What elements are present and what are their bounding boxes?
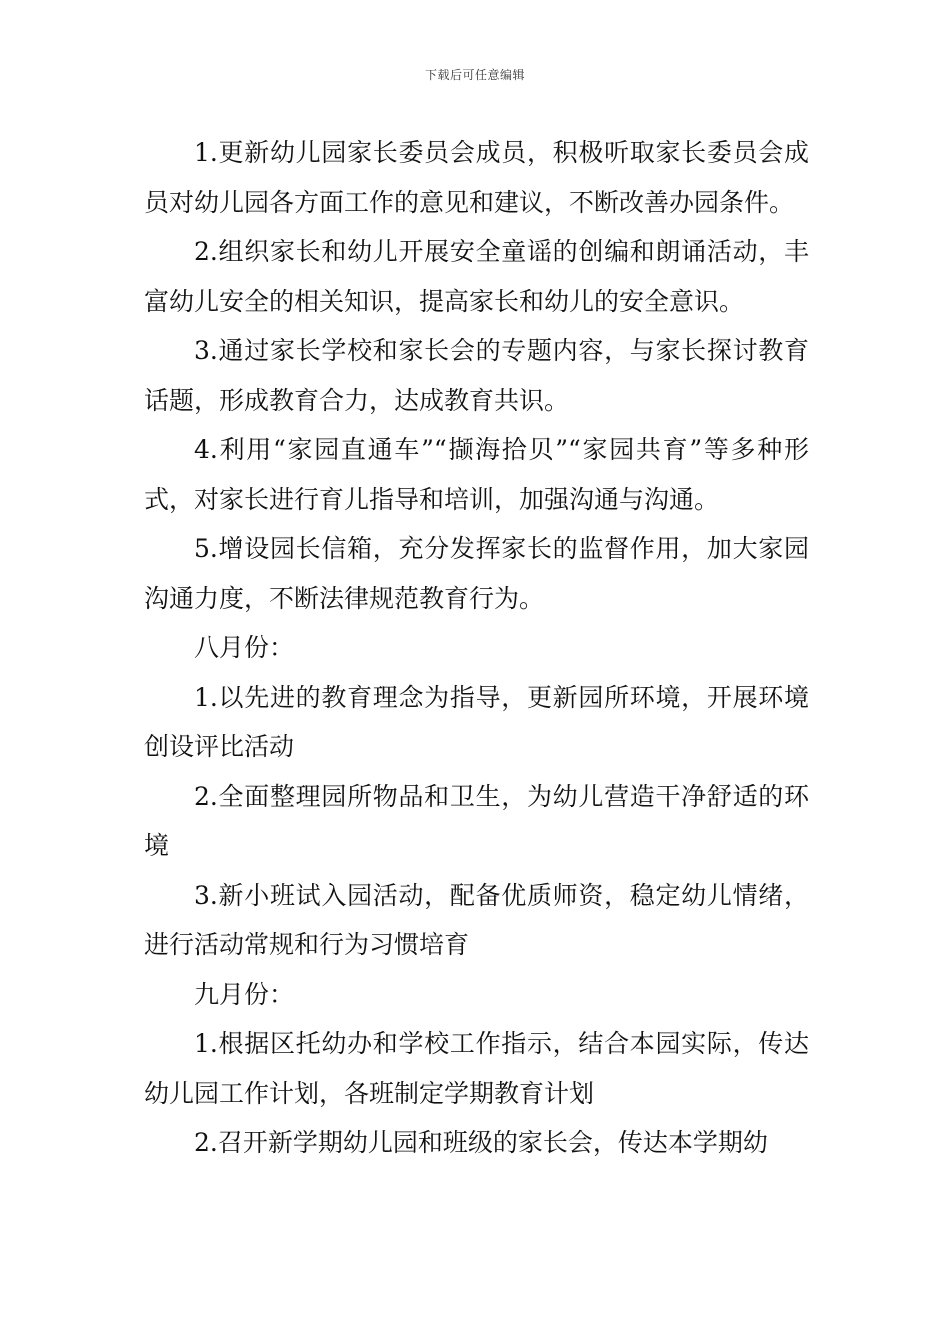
- paragraph: 2.召开新学期幼儿园和班级的家长会，传达本学期幼: [194, 1128, 768, 1157]
- paragraph: 3.新小班试入园活动，配备优质师资，稳定幼儿情绪，进行活动常规和行为习惯培育: [144, 880, 809, 959]
- paragraph: 4.利用“家园直通车”“撷海拾贝”“家园共育”等多种形式，对家长进行育儿指导和培训，加强沟通与沟通。: [144, 435, 809, 514]
- paragraph: 3.通过家长学校和家长会的专题内容，与家长探讨教育话题，形成教育合力，达成教育共识。: [144, 336, 809, 415]
- paragraph: 2.组织家长和幼儿开展安全童谣的创编和朗诵活动，丰富幼儿安全的相关知识，提高家长和幼儿的安全意识。: [144, 237, 809, 316]
- paragraph: 2.全面整理园所物品和卫生，为幼儿营造干净舒适的环境: [144, 781, 809, 860]
- paragraph: 5.增设园长信箱，充分发挥家长的监督作用，加大家园沟通力度，不断法律规范教育行为。: [144, 534, 809, 613]
- document-body: [144, 128, 809, 1168]
- paragraph: 1.更新幼儿园家长委员会成员，积极听取家长委员会成员对幼儿园各方面工作的意见和建议，不断改善办园条件。: [144, 138, 809, 217]
- section-heading-september: 九月份：: [194, 979, 295, 1009]
- page-header: 下载后可任意编辑: [424, 68, 525, 82]
- paragraph: 1.以先进的教育理念为指导，更新园所环境，开展环境创设评比活动: [144, 682, 809, 761]
- section-heading-august: 八月份：: [194, 633, 295, 662]
- paragraph: 1.根据区托幼办和学校工作指示，结合本园实际，传达幼儿园工作计划，各班制定学期教育计划: [144, 1029, 809, 1108]
